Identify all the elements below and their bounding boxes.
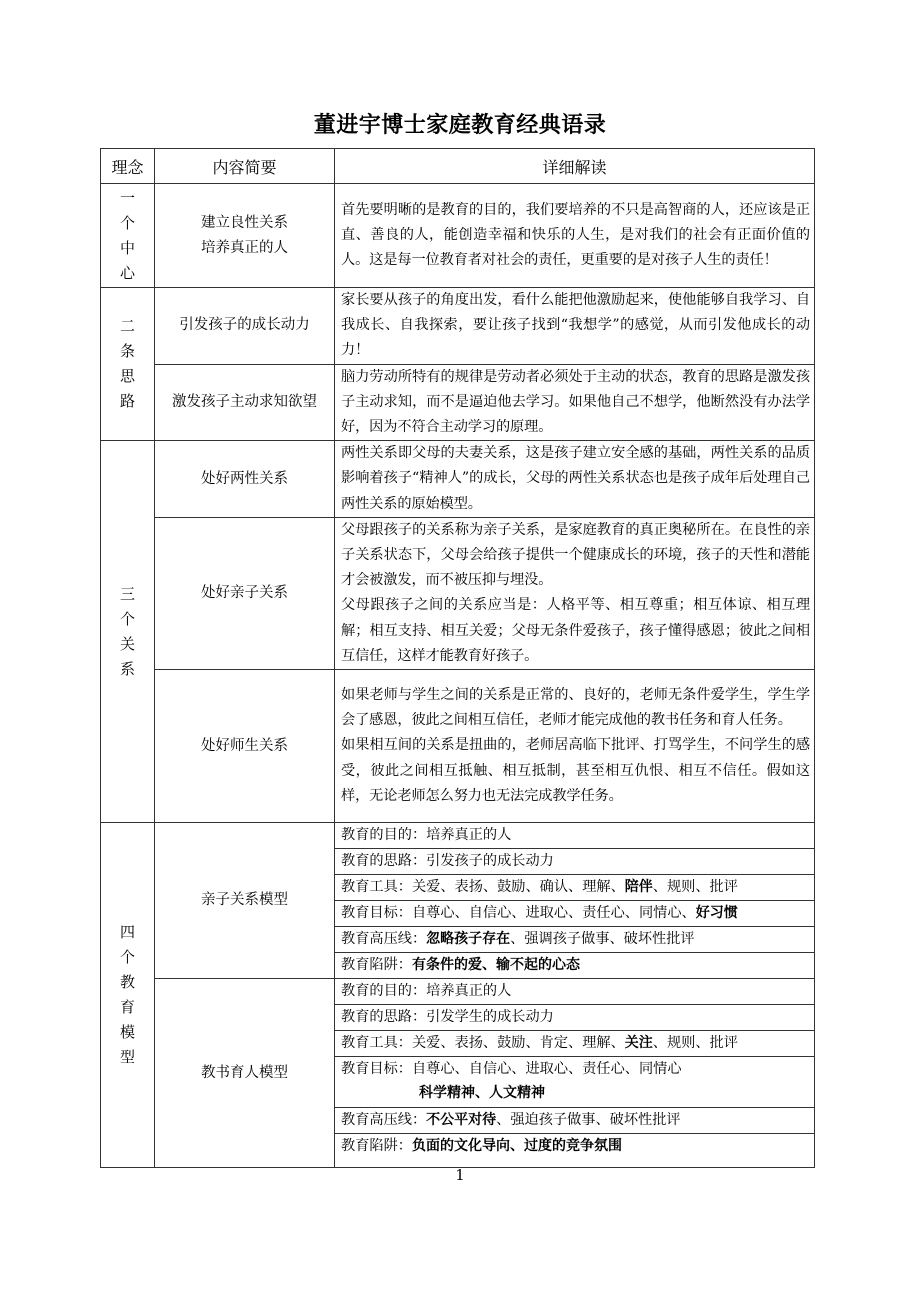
item-text: 培养真正的人 xyxy=(426,983,512,1000)
item-label: 教育工具： xyxy=(341,1035,412,1052)
item-text: 、强迫孩子做事、破坏性批评 xyxy=(496,1112,681,1129)
table-row xyxy=(101,288,815,365)
detail-cell xyxy=(335,184,815,288)
item-label: 教育工具： xyxy=(341,879,412,896)
item-bold-text: 关注 xyxy=(624,1035,653,1052)
item-text: 、规则、批评 xyxy=(652,1035,738,1052)
concept-char: 条 xyxy=(119,342,135,361)
item-text: 关爱、表扬、鼓励、肯定、理解、 xyxy=(411,1035,625,1052)
item-label: 教育高压线： xyxy=(341,931,427,948)
summary-line: 培养真正的人 xyxy=(201,239,288,256)
concept-char: 教 xyxy=(119,973,135,992)
item-label: 教育的思路： xyxy=(341,853,427,870)
detail-cell xyxy=(335,517,815,669)
concept-char: 系 xyxy=(119,659,135,678)
concept-char: 路 xyxy=(119,392,135,411)
summary-line: 亲子关系模型 xyxy=(201,892,288,909)
detail-cell xyxy=(335,670,815,823)
detail-paragraph: 如果老师与学生之间的关系是正常的、良好的，老师无条件爱学生，学生学会了感恩，彼此之间相互信任，老师才能完成他的教书任务和育人任务。 xyxy=(341,687,810,729)
summary-line: 处好师生关系 xyxy=(201,737,288,754)
item-bold-text: 忽略孩子存在 xyxy=(426,931,511,948)
summary-line: 处好两性关系 xyxy=(201,470,288,487)
table-row xyxy=(101,441,815,518)
summary-cell xyxy=(155,670,335,823)
concept-four-models xyxy=(101,823,155,1168)
concept-char: 中 xyxy=(119,238,135,257)
table-header-row xyxy=(101,149,815,184)
item-bold-text: 好习惯 xyxy=(695,905,738,922)
header-detail: 详细解读 xyxy=(335,149,815,184)
detail-paragraph: 家长要从孩子的角度出发，看什么能把他激励起来，使他能够自我学习、自我成长、自我探索，要让孩子找到“我想学”的感觉，从而引发他成长的动力！ xyxy=(341,292,810,359)
item-label: 教育的目的： xyxy=(341,983,427,1000)
item-label: 教育陷阱： xyxy=(341,1138,412,1155)
detail-paragraph: 两性关系即父母的夫妻关系，这是孩子建立安全感的基础，两性关系的品质影响着孩子“精神人”的成长，父母的两性关系状态也是孩子成年后处理自己两性关系的原始模型。 xyxy=(341,445,810,512)
summary-parent-child-model xyxy=(155,823,335,979)
concept-char: 心 xyxy=(119,263,135,282)
item-label: 教育高压线： xyxy=(341,1112,427,1129)
summary-cell xyxy=(155,441,335,518)
model-item xyxy=(335,823,815,849)
item-bold-text: 陪伴 xyxy=(624,879,653,896)
concept-char: 个 xyxy=(119,948,135,967)
concept-three-relations xyxy=(101,441,155,823)
concept-char: 二 xyxy=(119,317,135,336)
detail-paragraph: 首先要明晰的是教育的目的，我们要培养的不只是高智商的人，还应该是正直、善良的人，能创造幸福和快乐的人生，是对我们的社会有正面价值的人。这是每一位教育者对社会的责任，更重要的是对孩子人生的责任！ xyxy=(341,201,810,269)
item-text: 培养真正的人 xyxy=(426,827,512,844)
table-row xyxy=(101,517,815,669)
model-item xyxy=(335,953,815,979)
summary-line: 教书育人模型 xyxy=(201,1064,288,1081)
concept-one-center xyxy=(101,184,155,288)
concept-char: 型 xyxy=(119,1048,135,1067)
item-label: 教育目标： xyxy=(341,905,412,922)
item-bold-text: 有条件的爱、输不起的心态 xyxy=(411,957,580,974)
summary-cell xyxy=(155,517,335,669)
model-item xyxy=(335,1031,815,1057)
table-row xyxy=(101,184,815,288)
detail-paragraph: 脑力劳动所特有的规律是劳动者必须处于主动的状态，教育的思路是激发孩子主动求知，而不是逼迫他去学习。如果他自己不想学，他断然没有办法学好，因为不符合主动学习的原理。 xyxy=(341,368,810,436)
detail-cell xyxy=(335,441,815,518)
header-summary: 内容简要 xyxy=(155,149,335,184)
item-label: 教育的目的： xyxy=(341,827,427,844)
summary-cell xyxy=(155,184,335,288)
detail-paragraph: 父母跟孩子的关系称为亲子关系，是家庭教育的真正奥秘所在。在良性的亲子关系状态下，父母会给孩子提供一个健康成长的环境，孩子的天性和潜能才会被激发，而不被压抑与埋没。 xyxy=(341,521,810,589)
item-bold-text: 负面的文化导向、过度的竞争氛围 xyxy=(411,1138,622,1155)
model-item xyxy=(335,979,815,1005)
model-item xyxy=(335,1134,815,1168)
item-label: 教育陷阱： xyxy=(341,957,412,974)
summary-line: 建立良性关系 xyxy=(201,214,288,231)
concept-two-paths xyxy=(101,288,155,441)
concept-char: 模 xyxy=(119,1023,135,1042)
model-item xyxy=(335,927,815,953)
item-label: 教育目标： xyxy=(341,1061,412,1078)
quotes-table xyxy=(100,148,815,1168)
document-title: 董进宇博士家庭教育经典语录 xyxy=(313,113,607,138)
model-item xyxy=(335,1005,815,1031)
summary-teaching-model xyxy=(155,979,335,1168)
model-item xyxy=(335,1057,815,1108)
concept-char: 育 xyxy=(119,998,135,1017)
concept-char: 四 xyxy=(119,923,135,942)
summary-line: 处好亲子关系 xyxy=(201,584,288,601)
summary-cell xyxy=(155,288,335,365)
page-number: 1 xyxy=(455,1166,465,1184)
item-bold-text: 不公平对待 xyxy=(426,1112,497,1129)
concept-char: 思 xyxy=(119,367,135,386)
model-item xyxy=(335,875,815,901)
table-row xyxy=(101,364,815,441)
item-text: 关爱、表扬、鼓励、确认、理解、 xyxy=(411,879,625,896)
table-row xyxy=(101,823,815,849)
summary-line: 引发孩子的成长动力 xyxy=(179,317,310,334)
summary-line: 激发孩子主动求知欲望 xyxy=(172,393,317,410)
table-row xyxy=(101,979,815,1005)
item-text: 、强调孩子做事、破坏性批评 xyxy=(510,931,695,948)
item-text: 自尊心、自信心、进取心、责任心、同情心 xyxy=(411,1061,682,1078)
detail-cell xyxy=(335,288,815,365)
concept-char: 一 xyxy=(119,188,135,207)
model-item xyxy=(335,901,815,927)
item-label: 教育的思路： xyxy=(341,1009,427,1026)
header-concept: 理念 xyxy=(101,149,155,184)
item-text: 引发学生的成长动力 xyxy=(426,1009,554,1026)
concept-char: 个 xyxy=(119,213,135,232)
summary-cell xyxy=(155,364,335,441)
detail-paragraph: 父母跟孩子之间的关系应当是：人格平等、相互尊重；相互体谅、相互理解；相互支持、相互关爱；父母无条件爱孩子，孩子懂得感恩；彼此之间相互信任，这样才能教育好孩子。 xyxy=(341,597,810,664)
table-row xyxy=(101,670,815,823)
item-bold-text: 科学精神、人文精神 xyxy=(419,1085,545,1102)
model-item xyxy=(335,849,815,875)
concept-char: 三 xyxy=(119,584,135,603)
model-item xyxy=(335,1108,815,1134)
concept-char: 个 xyxy=(119,609,135,628)
item-text: 、规则、批评 xyxy=(652,879,738,896)
item-text: 引发孩子的成长动力 xyxy=(426,853,554,870)
detail-cell xyxy=(335,364,815,441)
item-text: 自尊心、自信心、进取心、责任心、同情心、 xyxy=(411,905,696,922)
concept-char: 关 xyxy=(119,634,135,653)
detail-paragraph: 如果相互间的关系是扭曲的，老师居高临下批评、打骂学生，不问学生的感受，彼此之间相互抵触、相互抵制，甚至相互仇恨、相互不信任。假如这样，无论老师怎么努力也无法完成教学任务。 xyxy=(341,737,810,804)
